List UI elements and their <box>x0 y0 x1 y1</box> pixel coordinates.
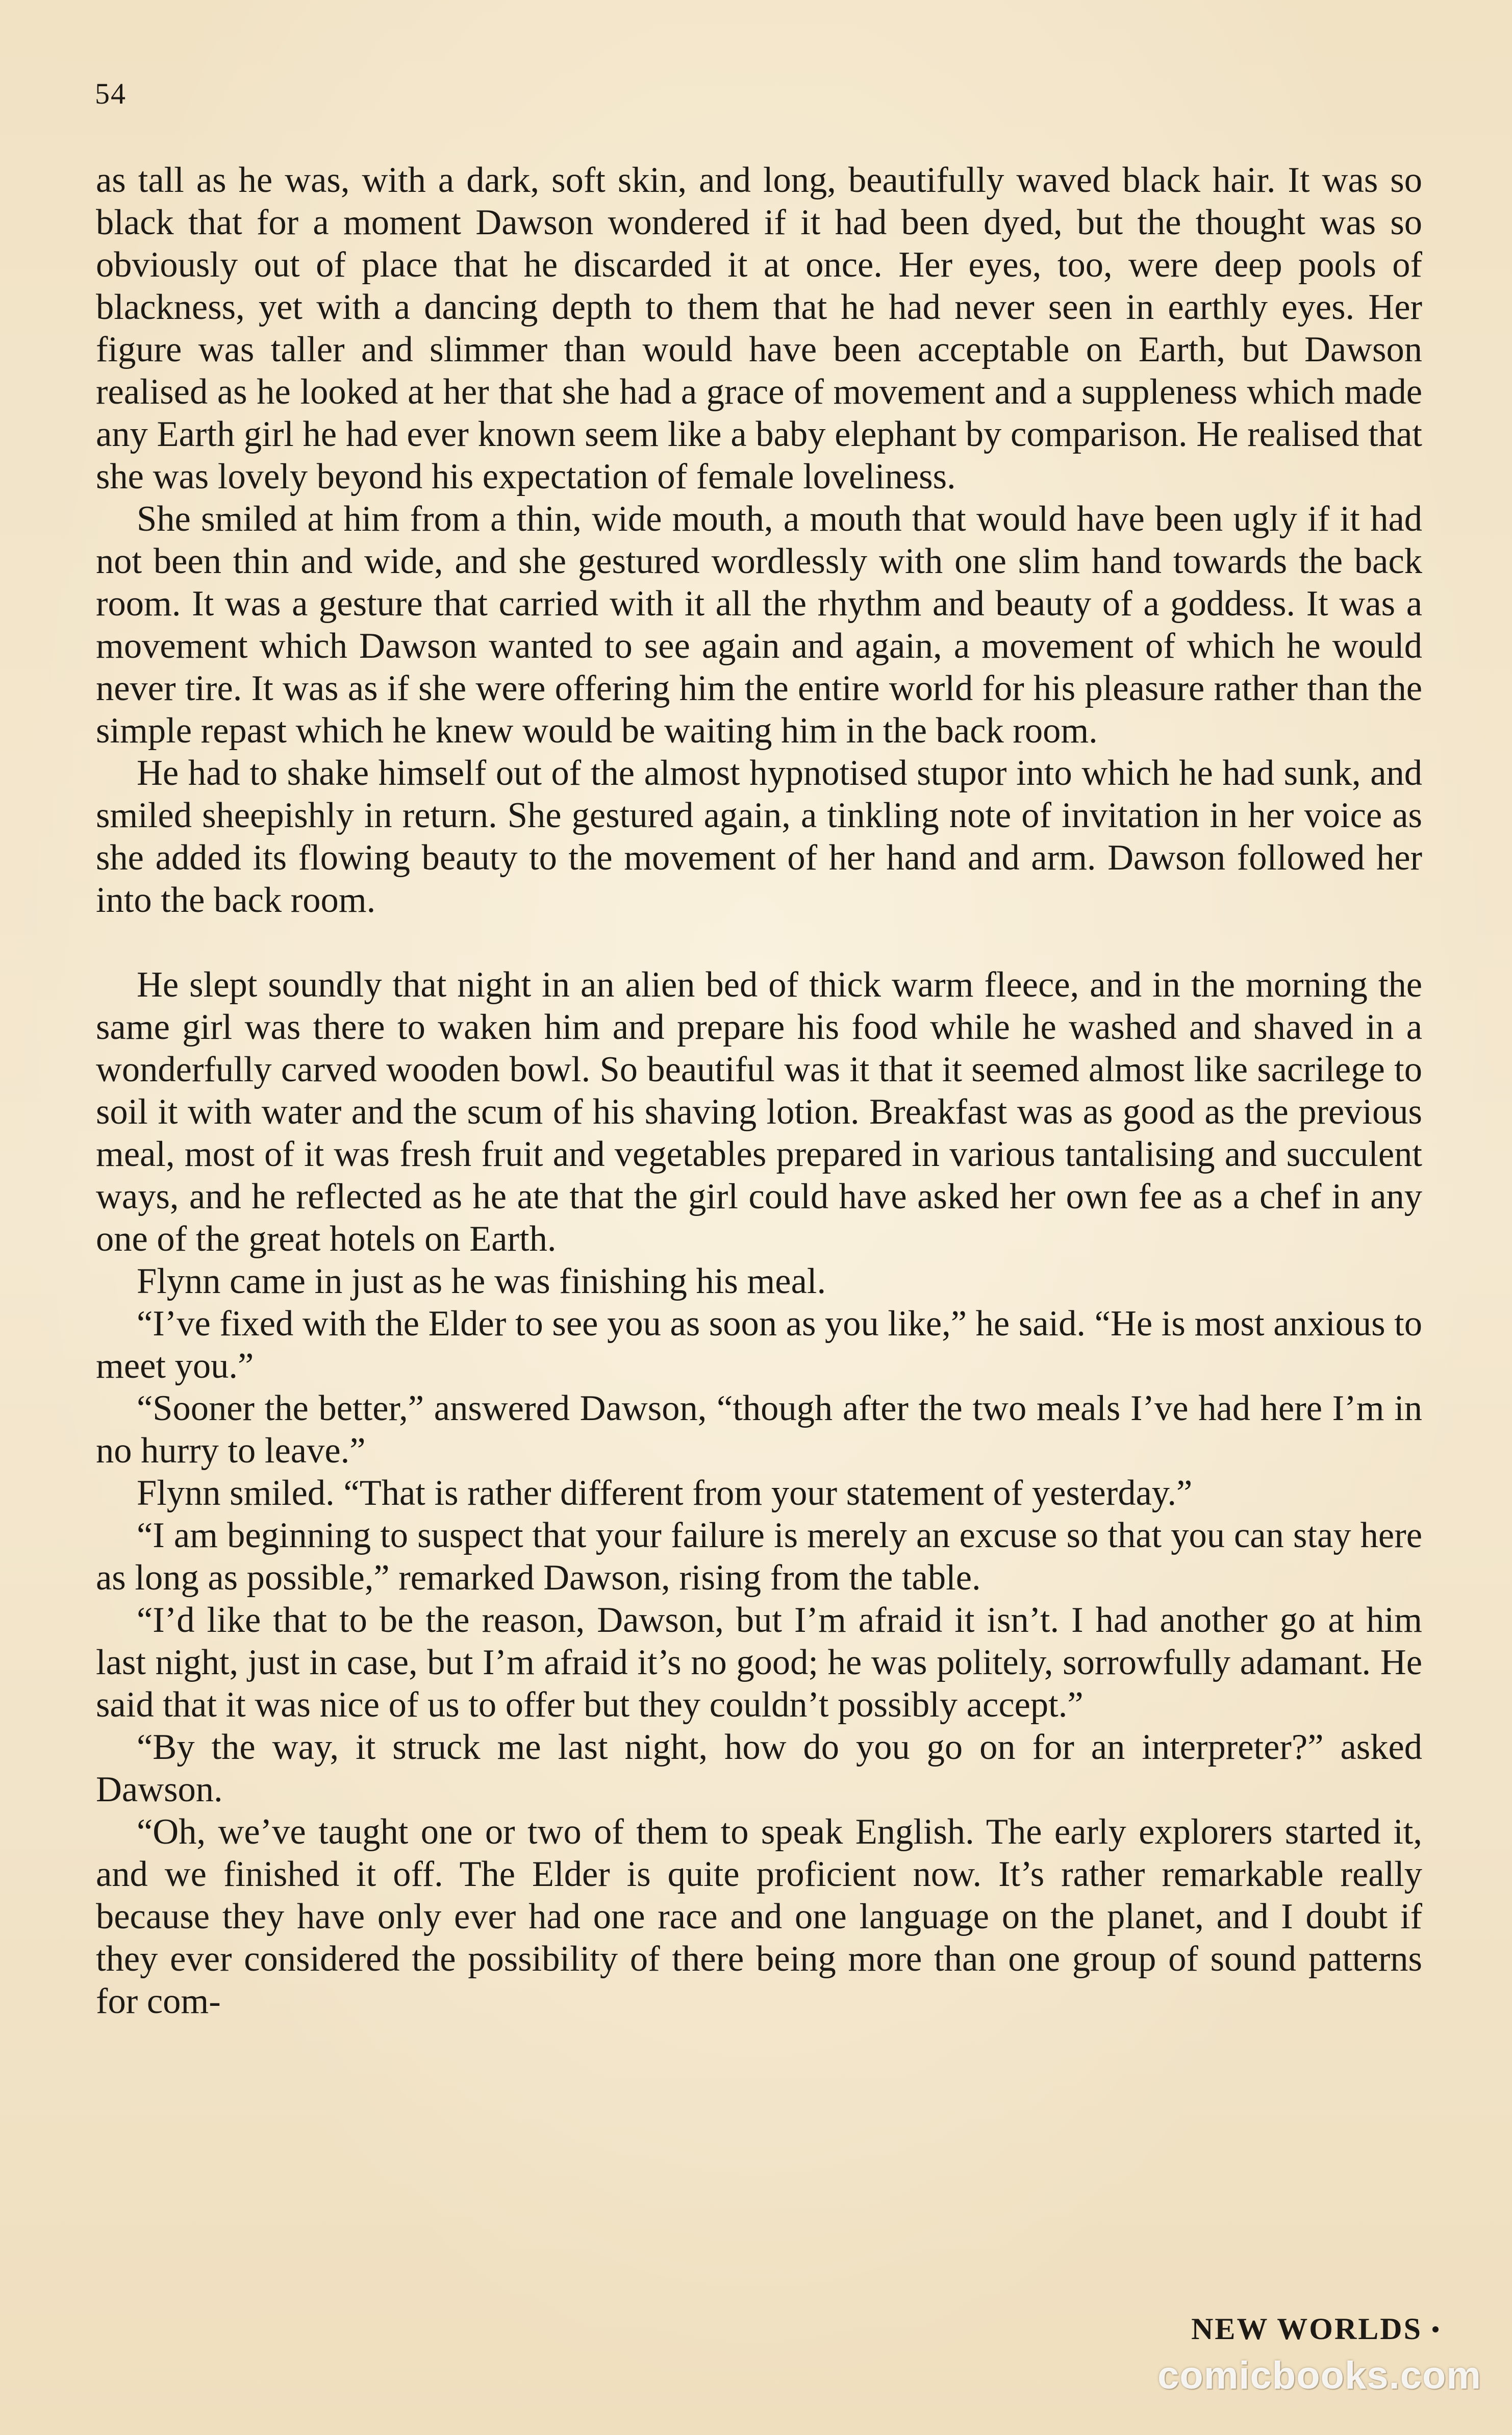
paragraph-5: Flynn came in just as he was finishing his meal. <box>137 1261 826 1301</box>
section-break <box>96 922 1422 964</box>
paragraph-3: He had to shake himself out of the almost hypnotised stupor into which he had sunk, and smiled sheepishly in return. She gestured again, a tinkling note of invitation in her voice as she added its flowing beauty to the movement of her hand and arm. Dawson followed her into the back room. <box>96 753 1422 920</box>
bullet-icon <box>1432 2326 1439 2332</box>
story-text <box>96 159 1422 2023</box>
watermark: comicbooks.com <box>1157 2354 1481 2397</box>
page-number: 54 <box>95 77 127 110</box>
paragraph-1: as tall as he was, with a dark, soft skin, and long, beautifully waved black hair. It was so black that for a moment Dawson wondered if it had been dyed, but the thought was so obviously out of place that he discarded it at once. Her eyes, too, were deep pools of blackness, yet with a dancing depth to them that he had never seen in earthly eyes. Her figure was taller and slimmer than would have been acceptable on Earth, but Dawson realised as he looked at her that she had a grace of movement and a suppleness which made any Earth girl he had ever known seem like a baby elephant by comparison. He realised that she was lovely beyond his expectation of female loveliness. <box>96 160 1422 496</box>
paragraph-8: Flynn smiled. “That is rather different from your statement of yesterday.” <box>137 1473 1193 1513</box>
paragraph-10: “I’d like that to be the reason, Dawson, but I’m afraid it isn’t. I had another go at him last night, just in case, but I’m afraid it’s no good; he was politely, sorrowfully adamant. He said that it was nice of us to offer but they couldn’t possibly accept.” <box>96 1600 1422 1725</box>
paragraph-12: “Oh, we’ve taught one or two of them to speak English. The early explorers started it, and we finished it off. The Elder is quite proficient now. It’s rather remarkable really because they have only ever had one race and one language on the planet, and I doubt if they ever considered the possibility of there being more than one group of sound patterns for com- <box>96 1812 1422 2021</box>
paragraph-9: “I am beginning to suspect that your failure is merely an excuse so that you can stay here as long as possible,” remarked Dawson, rising from the table. <box>96 1515 1422 1598</box>
paragraph-4: He slept soundly that night in an alien bed of thick warm fleece, and in the morning the same girl was there to waken him and prepare his food while he washed and shaved in a wonderfully carved wooden bowl. So beautiful was it that it seemed almost like sacrilege to soil it with water and the scum of his shaving lotion. Breakfast was as good as the previous meal, most of it was fresh fruit and vegetables prepared in various tantalising and succulent ways, and he reflected as he ate that the girl could have asked her own fee as a chef in any one of the great hotels on Earth. <box>96 965 1422 1259</box>
paragraph-7: “Sooner the better,” answered Dawson, “though after the two meals I’ve had here I’m in no hurry to leave.” <box>96 1388 1422 1471</box>
paragraph-2: She smiled at him from a thin, wide mouth, a mouth that would have been ugly if it had not been thin and wide, and she gestured wordlessly with one slim hand towards the back room. It was a gesture that carried with it all the rhythm and beauty of a goddess. It was a movement which Dawson wanted to see again and again, a movement of which he would never tire. It was as if she were offering him the entire world for his pleasure rather than the simple repast which he knew would be waiting him in the back room. <box>96 499 1422 751</box>
paragraph-11: “By the way, it struck me last night, how do you go on for an interpreter?” asked Dawson. <box>96 1727 1422 1809</box>
running-footer <box>1191 2312 1439 2347</box>
paragraph-6: “I’ve fixed with the Elder to see you as soon as you like,” he said. “He is most anxious to meet you.” <box>96 1304 1422 1386</box>
magazine-title: NEW WORLDS <box>1191 2312 1422 2346</box>
